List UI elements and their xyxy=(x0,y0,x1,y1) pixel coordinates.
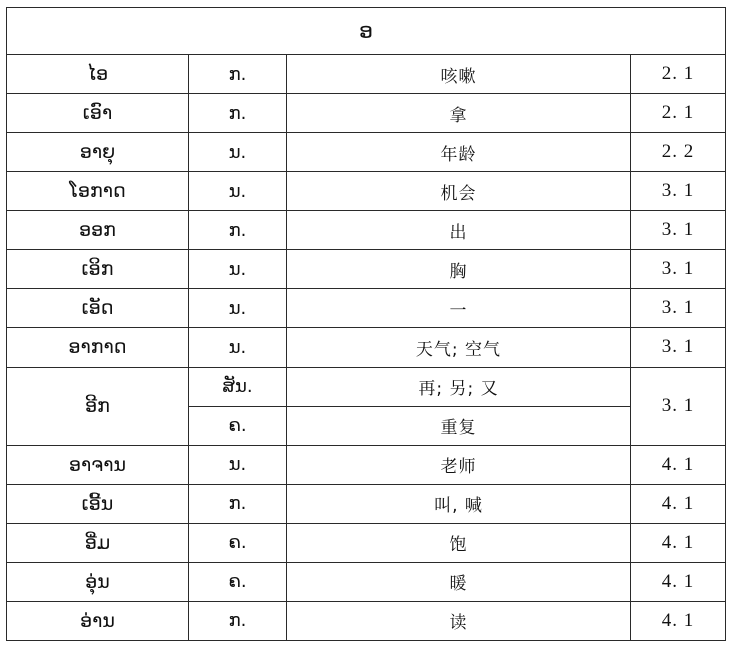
lao-word: ອີກ xyxy=(7,367,189,445)
lesson-number: 4. 1 xyxy=(631,601,726,640)
lao-word: ອາຍຸ xyxy=(7,133,189,172)
table-row xyxy=(7,289,726,328)
chinese-meaning: 拿 xyxy=(287,94,631,133)
part-of-speech: ຄ. xyxy=(189,562,287,601)
table-row xyxy=(7,601,726,640)
lesson-number: 3. 1 xyxy=(631,250,726,289)
lesson-number: 3. 1 xyxy=(631,367,726,445)
part-of-speech: ກ. xyxy=(189,55,287,94)
section-letter-heading: ອ xyxy=(7,8,726,55)
table-row xyxy=(7,211,726,250)
lesson-number: 2. 1 xyxy=(631,94,726,133)
lesson-number: 2. 2 xyxy=(631,133,726,172)
chinese-meaning: 叫, 喊 xyxy=(287,484,631,523)
table-row xyxy=(7,445,726,484)
part-of-speech: ສັນ. xyxy=(189,367,287,406)
lesson-number: 4. 1 xyxy=(631,484,726,523)
part-of-speech: ນ. xyxy=(189,133,287,172)
part-of-speech: ຄ. xyxy=(189,406,287,445)
table-row xyxy=(7,250,726,289)
table-row xyxy=(7,55,726,94)
chinese-meaning: 一 xyxy=(287,289,631,328)
lao-word: ອຸ່ນ xyxy=(7,562,189,601)
part-of-speech: ນ. xyxy=(189,250,287,289)
lao-word: ເອີ້ນ xyxy=(7,484,189,523)
lesson-number: 3. 1 xyxy=(631,211,726,250)
lesson-number: 4. 1 xyxy=(631,562,726,601)
chinese-meaning: 读 xyxy=(287,601,631,640)
chinese-meaning: 暖 xyxy=(287,562,631,601)
table-row xyxy=(7,328,726,367)
lao-word: ເອົາ xyxy=(7,94,189,133)
part-of-speech: ນ. xyxy=(189,328,287,367)
chinese-meaning: 天气; 空气 xyxy=(287,328,631,367)
part-of-speech: ກ. xyxy=(189,94,287,133)
part-of-speech: ກ. xyxy=(189,601,287,640)
table-row xyxy=(7,562,726,601)
lao-word: ໂອກາດ xyxy=(7,172,189,211)
lao-word: ອາກາດ xyxy=(7,328,189,367)
lao-word: ເອັດ xyxy=(7,289,189,328)
lesson-number: 4. 1 xyxy=(631,445,726,484)
chinese-meaning: 胸 xyxy=(287,250,631,289)
lesson-number: 4. 1 xyxy=(631,523,726,562)
lao-word: ອີ່ມ xyxy=(7,523,189,562)
chinese-meaning: 饱 xyxy=(287,523,631,562)
part-of-speech: ກ. xyxy=(189,484,287,523)
table-row xyxy=(7,172,726,211)
table-row xyxy=(7,484,726,523)
lesson-number: 3. 1 xyxy=(631,289,726,328)
chinese-meaning: 机会 xyxy=(287,172,631,211)
chinese-meaning: 年龄 xyxy=(287,133,631,172)
part-of-speech: ກ. xyxy=(189,211,287,250)
lesson-number: 2. 1 xyxy=(631,55,726,94)
chinese-meaning: 出 xyxy=(287,211,631,250)
table-header-row xyxy=(7,8,726,55)
lao-word: ໄອ xyxy=(7,55,189,94)
chinese-meaning: 重复 xyxy=(287,406,631,445)
vocabulary-table xyxy=(6,7,726,641)
part-of-speech: ນ. xyxy=(189,172,287,211)
lao-word: ອ່ານ xyxy=(7,601,189,640)
table-row xyxy=(7,94,726,133)
lesson-number: 3. 1 xyxy=(631,172,726,211)
lao-word: ອອກ xyxy=(7,211,189,250)
part-of-speech: ນ. xyxy=(189,289,287,328)
lao-word: ອາຈານ xyxy=(7,445,189,484)
table-row xyxy=(7,367,726,406)
chinese-meaning: 再; 另; 又 xyxy=(287,367,631,406)
part-of-speech: ຄ. xyxy=(189,523,287,562)
lesson-number: 3. 1 xyxy=(631,328,726,367)
chinese-meaning: 老师 xyxy=(287,445,631,484)
lao-word: ເອິກ xyxy=(7,250,189,289)
chinese-meaning: 咳嗽 xyxy=(287,55,631,94)
table-row xyxy=(7,523,726,562)
part-of-speech: ນ. xyxy=(189,445,287,484)
table-row xyxy=(7,133,726,172)
